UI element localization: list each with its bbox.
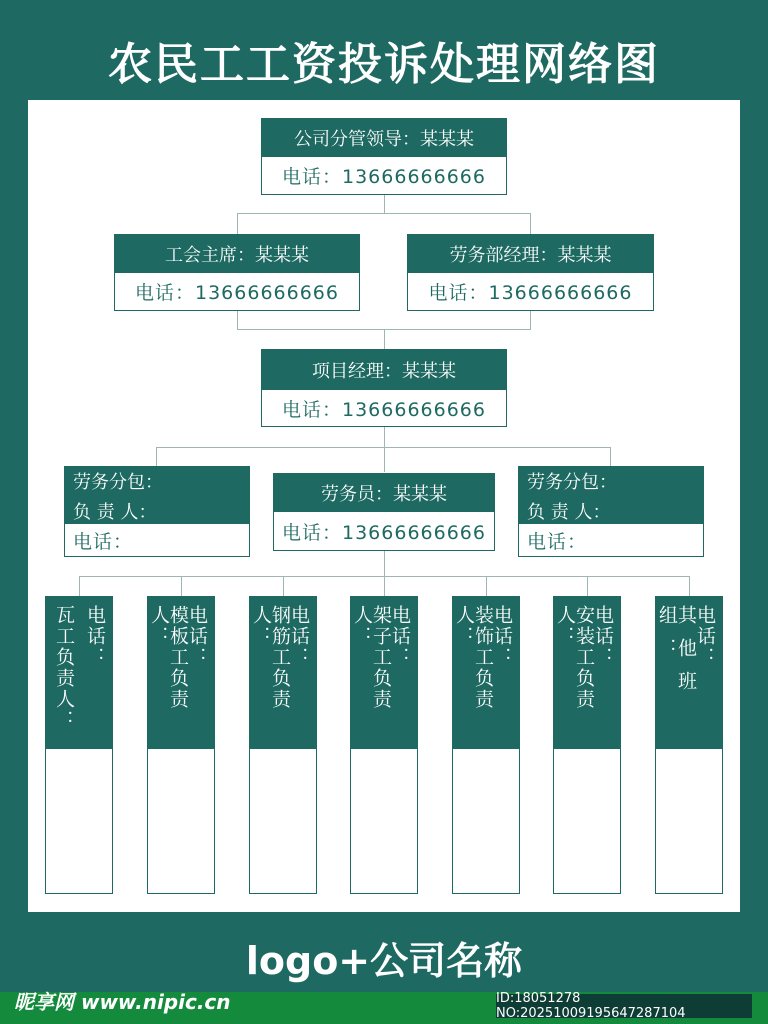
node-phone: 电话： xyxy=(527,530,588,553)
team-name: 架子工负责人： xyxy=(351,605,392,710)
connector-line xyxy=(384,194,385,214)
node-phone: 电话： xyxy=(73,530,134,553)
node-subcontract-label: 劳务分包： xyxy=(527,471,617,493)
node-responsible-label: 负 责 人： xyxy=(73,501,157,523)
connector-line xyxy=(384,426,385,472)
node-responsible-label: 负 责 人： xyxy=(527,501,611,523)
connector-line xyxy=(156,447,611,448)
node-phone: 电话：13666666666 xyxy=(282,166,486,188)
team-phone: 电话： xyxy=(186,605,208,668)
connector-line xyxy=(237,213,238,234)
node-title: 劳务部经理：某某某 xyxy=(408,235,653,273)
node-title: 工会主席：某某某 xyxy=(115,235,359,273)
watermark-site: 昵享网 www.nipic.cn xyxy=(14,990,231,1014)
node-labor-officer xyxy=(273,473,495,551)
node-subcontract-left xyxy=(64,466,250,557)
team-phone: 电话： xyxy=(389,605,411,668)
connector-line xyxy=(237,213,530,214)
connector-line xyxy=(384,576,385,596)
company-logo-name: logo+公司名称 xyxy=(245,939,523,983)
team-phone: 电话： xyxy=(694,605,716,668)
node-project-manager xyxy=(261,349,507,427)
node-phone: 电话：13666666666 xyxy=(135,282,339,304)
connector-line xyxy=(530,310,531,330)
team-name: 安装工负责人： xyxy=(554,605,595,710)
connector-line xyxy=(384,329,385,349)
node-phone: 电话：13666666666 xyxy=(282,398,486,421)
team-phone: 电话： xyxy=(288,605,310,668)
team-name: 装饰工负责人： xyxy=(453,605,494,710)
team-phone: 电话： xyxy=(491,605,513,668)
team-column-installation xyxy=(553,596,621,894)
node-title: 公司分管领导：某某某 xyxy=(262,119,506,157)
connector-line xyxy=(486,576,487,596)
node-phone: 电话：13666666666 xyxy=(282,521,486,544)
team-column-decoration xyxy=(452,596,520,894)
connector-line xyxy=(689,576,690,596)
connector-line xyxy=(283,576,284,596)
connector-line xyxy=(587,576,588,596)
watermark-id: ID:18051278 NO:20251009195647287104 xyxy=(496,994,752,1018)
team-name: 瓦工负责人： xyxy=(53,605,75,731)
node-company-leader xyxy=(261,118,507,195)
team-column-other xyxy=(655,596,723,894)
connector-line xyxy=(237,310,238,330)
page-title: 农民工工资投诉处理网络图 xyxy=(108,39,660,90)
team-name: 钢筋工负责人： xyxy=(250,605,291,710)
node-phone: 电话：13666666666 xyxy=(428,282,633,304)
team-name: 模板工负责人： xyxy=(148,605,189,710)
team-column-rebar xyxy=(249,596,317,894)
connector-line xyxy=(156,447,157,466)
connector-line xyxy=(384,550,385,576)
node-title: 劳务员：某某某 xyxy=(274,474,494,512)
connector-line xyxy=(181,576,182,596)
node-labor-manager xyxy=(407,234,654,311)
connector-line xyxy=(79,576,80,596)
node-union-chair xyxy=(114,234,360,311)
team-phone: 电话： xyxy=(592,605,614,668)
node-subcontract-label: 劳务分包： xyxy=(73,471,163,493)
team-column-formwork xyxy=(147,596,215,894)
team-column-scaffold xyxy=(350,596,418,894)
team-column-tile xyxy=(45,596,113,894)
node-subcontract-right xyxy=(518,466,704,557)
team-phone: 电话： xyxy=(84,605,106,668)
connector-line xyxy=(610,447,611,466)
connector-line xyxy=(530,213,531,234)
team-name: 其他班组： xyxy=(656,605,697,704)
node-title: 项目经理：某某某 xyxy=(262,350,506,390)
